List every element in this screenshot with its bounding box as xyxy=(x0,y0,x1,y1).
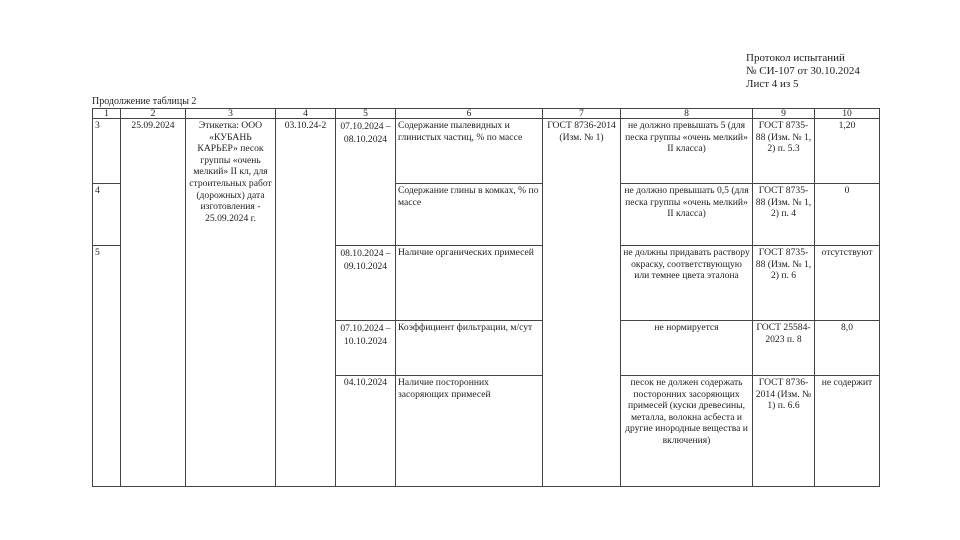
requirement: не должно превышать 0,5 (для песка группы «очень мелкий» II класса) xyxy=(621,184,753,246)
result: 8,0 xyxy=(815,321,880,376)
result: не содержит xyxy=(815,376,880,487)
col-header: 9 xyxy=(753,109,815,119)
method: ГОСТ 8736-2014 (Изм. № 1) п. 6.6 xyxy=(753,376,815,487)
indicator: Содержание пылевидных и глинистых частиц, % по массе xyxy=(396,119,543,184)
protocol-header xyxy=(746,52,860,91)
sheet-number: Лист 4 из 5 xyxy=(746,78,799,90)
col-header: 5 xyxy=(336,109,396,119)
sample-label: Этикетка: ООО «КУБАНЬ КАРЬЕР» песок группы «очень мелкий» II кл, для строительных работ (дорожных) дата изготовления - 25.09.2024 г. xyxy=(186,119,276,487)
protocol-number: № СИ-107 от 30.10.2024 xyxy=(746,65,860,77)
row-number: 5 xyxy=(93,246,121,487)
indicator: Наличие посторонних засоряющих примесей xyxy=(396,376,543,487)
test-period: 07.10.2024 – 10.10.2024 xyxy=(336,321,396,376)
requirement: песок не должен содержать посторонних засоряющих примесей (куски древесины, металла, волокна асбеста и другие инородные вещества и включения) xyxy=(621,376,753,487)
table-row xyxy=(93,119,880,184)
test-period: 07.10.2024 – 08.10.2024 xyxy=(336,119,396,246)
method: ГОСТ 8735-88 (Изм. № 1, 2) п. 6 xyxy=(753,246,815,321)
result: 0 xyxy=(815,184,880,246)
indicator: Наличие органических примесей xyxy=(396,246,543,321)
col-header: 10 xyxy=(815,109,880,119)
test-period: 08.10.2024 – 09.10.2024 xyxy=(336,246,396,321)
ntd: ГОСТ 8736-2014 (Изм. № 1) xyxy=(543,119,621,487)
row-number: 3 xyxy=(93,119,121,184)
requirement: не должно превышать 5 (для песка группы «очень мелкий» II класса) xyxy=(621,119,753,184)
row-number: 4 xyxy=(93,184,121,246)
col-header: 6 xyxy=(396,109,543,119)
col-header: 8 xyxy=(621,109,753,119)
result: отсутствуют xyxy=(815,246,880,321)
method: ГОСТ 25584-2023 п. 8 xyxy=(753,321,815,376)
sample-date: 25.09.2024 xyxy=(121,119,186,487)
table-caption: Продолжение таблицы 2 xyxy=(92,96,197,107)
results-table xyxy=(92,108,880,487)
test-period: 04.10.2024 xyxy=(336,376,396,487)
requirement: не нормируется xyxy=(621,321,753,376)
sample-code: 03.10.24-2 xyxy=(276,119,336,487)
indicator: Коэффициент фильтрации, м/сут xyxy=(396,321,543,376)
result: 1,20 xyxy=(815,119,880,184)
method: ГОСТ 8735-88 (Изм. № 1, 2) п. 5.3 xyxy=(753,119,815,184)
col-header: 1 xyxy=(93,109,121,119)
col-header: 3 xyxy=(186,109,276,119)
requirement: не должны придавать раствору окраску, соответствующую или темнее цвета эталона xyxy=(621,246,753,321)
indicator: Содержание глины в комках, % по массе xyxy=(396,184,543,246)
method: ГОСТ 8735-88 (Изм. № 1, 2) п. 4 xyxy=(753,184,815,246)
column-numbers-row xyxy=(93,109,880,119)
col-header: 2 xyxy=(121,109,186,119)
col-header: 4 xyxy=(276,109,336,119)
protocol-title: Протокол испытаний xyxy=(746,52,845,64)
col-header: 7 xyxy=(543,109,621,119)
